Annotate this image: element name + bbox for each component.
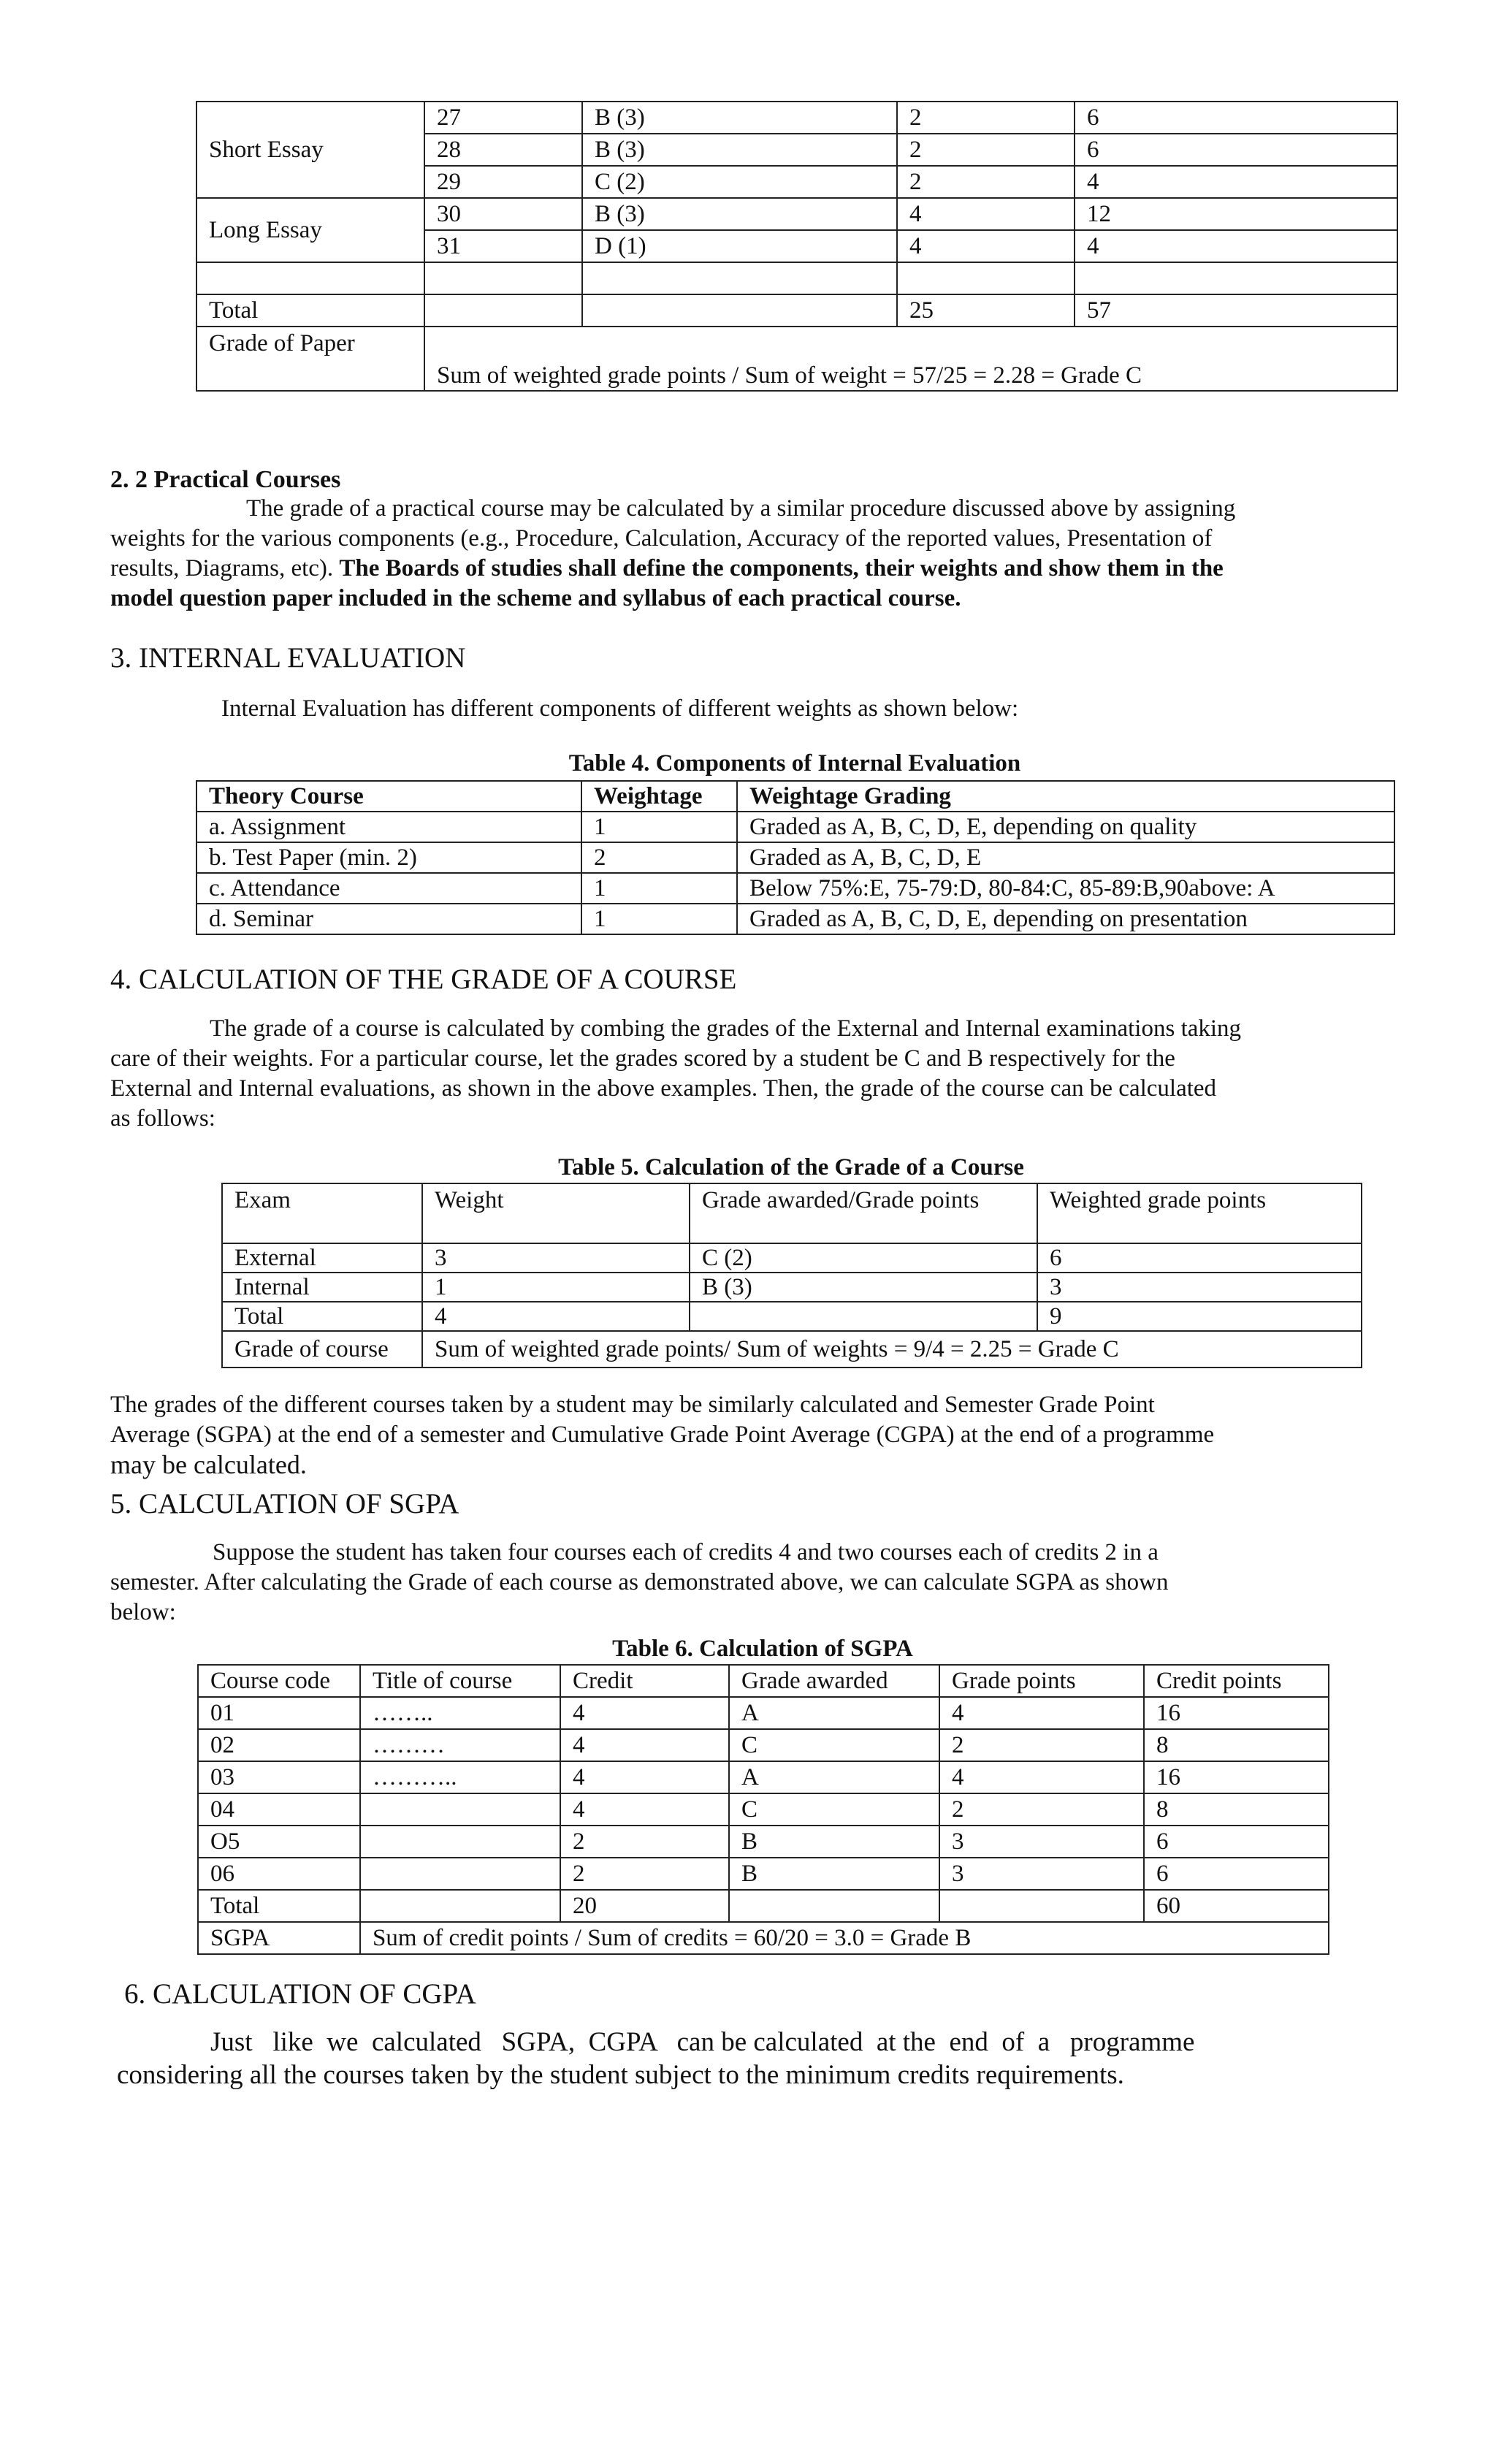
table-row: External 3 C (2) 6 — [222, 1243, 1362, 1273]
course-grade-paragraph: The grade of a course is calculated by combing the grades of the External and Internal examinations taking care of their weights. For a particular course, let the grades scored by a student be C and B respectively for the External and Internal evaluations, as shown in the above examples. Then, the grade of the course can be calculated as follows: — [110, 1015, 1242, 1132]
section-heading-5: 5. CALCULATION OF SGPA — [110, 1488, 459, 1519]
table-header-row: Course code Title of course Credit Grade awarded Grade points Credit points — [198, 1665, 1329, 1697]
table-row-grade: Grade of course Sum of weighted grade points/ Sum of weights = 9/4 = 2.25 = Grade C — [222, 1331, 1362, 1368]
section-cell: Short Essay — [196, 102, 424, 198]
section-heading-6: 6. CALCULATION OF CGPA — [124, 1978, 476, 2010]
table-4-caption: Table 4. Components of Internal Evaluation — [568, 750, 1021, 777]
internal-intro: Internal Evaluation has different components of different weights as shown below: — [221, 695, 1019, 722]
practical-paragraph: The grade of a practical course may be calculated by a similar procedure discussed above by assigning weights for the various components (e.g., Procedure, Calculation, Accuracy of the reported values, Presentation of results, Diagrams, etc). The Boards of studies shall define the components, their weights and show them in the model question paper included in the scheme and syllabus of each practical course. — [110, 495, 1236, 611]
table-6-caption: Table 6. Calculation of SGPA — [612, 1636, 913, 1662]
table-5-caption: Table 5. Calculation of the Grade of a Course — [558, 1154, 1024, 1180]
table-row-grade: Grade of Paper Sum of weighted grade points / Sum of weight = 57/25 = 2.28 = Grade C — [196, 327, 1397, 391]
table-row: 04 4 C 2 8 — [198, 1793, 1329, 1826]
sgpa-table — [197, 1664, 1329, 1955]
table-row: 29 C (2) 2 4 — [196, 166, 1397, 198]
table-row: c. Attendance 1 Below 75%:E, 75-79:D, 80-84:C, 85-89:B,90above: A — [196, 873, 1394, 904]
table-row: 02 ……… 4 C 2 8 — [198, 1729, 1329, 1761]
table-row: Short Essay 27 B (3) 2 6 — [196, 102, 1397, 134]
table-row-total: Total 25 57 — [196, 294, 1397, 327]
table-row: 06 2 B 3 6 — [198, 1858, 1329, 1890]
table-row: Internal 1 B (3) 3 — [222, 1273, 1362, 1302]
table-row: b. Test Paper (min. 2) 2 Graded as A, B, C, D, E — [196, 842, 1394, 873]
section-heading-4: 4. CALCULATION OF THE GRADE OF A COURSE — [110, 964, 737, 995]
table-row: a. Assignment 1 Graded as A, B, C, D, E, depending on quality — [196, 812, 1394, 842]
internal-evaluation-table — [196, 780, 1395, 935]
table-header-row: Exam Weight Grade awarded/Grade points Weighted grade points — [222, 1183, 1362, 1243]
cgpa-paragraph: Just like we calculated SGPA, CGPA can be calculated at the end of a programme considering all the courses taken by the student subject to the minimum credits requirements. — [117, 2027, 1195, 2090]
section-cell: Long Essay — [196, 198, 424, 262]
table-row-total: Total 20 60 — [198, 1890, 1329, 1922]
paper-grade-table — [196, 101, 1398, 392]
table-row: Total 4 9 — [222, 1302, 1362, 1331]
course-grade-table — [221, 1183, 1362, 1368]
section-heading-3: 3. INTERNAL EVALUATION — [110, 642, 466, 674]
sgpa-cgpa-paragraph: The grades of the different courses taken by a student may be similarly calculated and Semester Grade Point Average (SGPA) at the end of a semester and Cumulative Grade Point Average (CGPA) at the end of a programme may be calculated. — [110, 1392, 1215, 1479]
table-row: O5 2 B 3 6 — [198, 1826, 1329, 1858]
table-row-sgpa: SGPA Sum of credit points / Sum of credits = 60/20 = 3.0 = Grade B — [198, 1922, 1329, 1954]
table-header-row: Theory Course Weightage Weightage Grading — [196, 781, 1394, 812]
table-row: 01 …….. 4 A 4 16 — [198, 1697, 1329, 1729]
table-row: d. Seminar 1 Graded as A, B, C, D, E, depending on presentation — [196, 904, 1394, 934]
table-row: 03 ……….. 4 A 4 16 — [198, 1761, 1329, 1793]
table-row: 31 D (1) 4 4 — [196, 230, 1397, 262]
table-row-empty — [196, 262, 1397, 294]
sgpa-paragraph: Suppose the student has taken four courses each of credits 4 and two courses each of credits 2 in a semester. After calculating the Grade of each course as demonstrated above, we can calculate SGPA as shown below: — [110, 1539, 1169, 1625]
section-heading-2-2: 2. 2 Practical Courses — [110, 466, 341, 493]
table-row: Long Essay 30 B (3) 4 12 — [196, 198, 1397, 230]
table-row: 28 B (3) 2 6 — [196, 134, 1397, 166]
